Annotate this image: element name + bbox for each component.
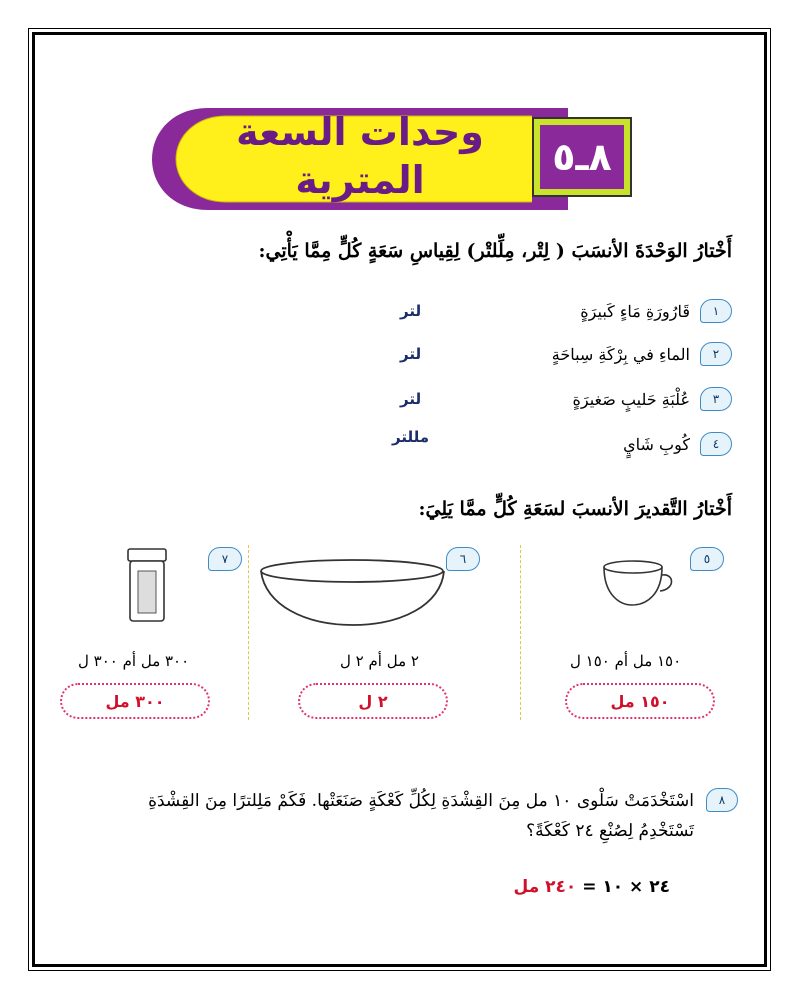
item-text: عُلْبَةِ حَليبٍ صَغيرَةٍ xyxy=(572,389,690,409)
teacup-icon xyxy=(600,555,680,610)
calc-result: ٢٤٠ مل xyxy=(513,877,577,897)
answer-4: مللتر xyxy=(392,428,429,446)
list-item xyxy=(432,297,732,325)
question-badge: ٧ xyxy=(208,547,242,571)
item-text: قَارُورَةِ مَاءٍ كَبيرَةٍ xyxy=(580,301,690,321)
lesson-number: ٨ـ٥ xyxy=(540,125,624,189)
title-line-2: المترية xyxy=(295,158,425,202)
column-divider xyxy=(248,545,249,720)
item-text: الماءِ في بِرْكَةِ سِباحَةٍ xyxy=(551,344,690,364)
question-badge: ٨ xyxy=(706,788,738,812)
estimate-choice: ٢ مل أم ٢ ل xyxy=(340,652,419,670)
answer-pill: ٣٠٠ مل xyxy=(60,683,210,719)
item-text: كُوبِ شَايٍ xyxy=(623,434,690,454)
question-badge: ١ xyxy=(700,299,732,323)
list-item xyxy=(432,430,732,458)
question-badge: ٥ xyxy=(690,547,724,571)
answer-pill: ١٥٠ مل xyxy=(565,683,715,719)
title-line-1: وحدات السعة xyxy=(236,110,484,154)
question-badge: ٤ xyxy=(700,432,732,456)
answer-1: لتر xyxy=(400,302,422,320)
estimate-choice: ٣٠٠ مل أم ٣٠٠ ل xyxy=(78,652,190,670)
question-8-text: اسْتَخْدَمَتْ سَلْوى ١٠ مل مِنَ القِشْدَةِ لِكُلِّ كَعْكَةٍ صَنَعَتْها. فَكَمْ مَلِلترًا مِنَ القِشْدَةِ تَسْتَخْدِمُ لِصُنْعِ ٢٤ كَعْكَةً؟ xyxy=(148,791,694,841)
lesson-number-box xyxy=(532,117,632,197)
calculation xyxy=(514,877,670,897)
question-badge: ٦ xyxy=(446,547,480,571)
jar-icon xyxy=(122,545,172,625)
section2-heading: أَخْتارُ التَّقديرَ الأنسبَ لسَعَةِ كُلٍّ ممَّا يَلِيَ: xyxy=(418,498,732,520)
question-badge: ٢ xyxy=(700,342,732,366)
bowl-icon xyxy=(255,555,450,630)
question-badge: ٣ xyxy=(700,387,732,411)
calc-expression: ٢٤ × ١٠ = xyxy=(582,877,670,897)
answer-pill: ٢ ل xyxy=(298,683,448,719)
list-item xyxy=(432,385,732,413)
list-item xyxy=(432,340,732,368)
column-divider xyxy=(520,545,521,720)
answer-3: لتر xyxy=(400,390,422,408)
question-8 xyxy=(98,786,738,846)
estimate-choice: ١٥٠ مل أم ١٥٠ ل xyxy=(570,652,682,670)
section1-heading: أَخْتارُ الوَحْدَةَ الأنسَبَ ( لِتْر، مِلِّلتْر) لِقِياسِ سَعَةٍ كُلٍّ مِمَّا يَأْتِي: xyxy=(258,240,732,262)
answer-2: لتر xyxy=(400,345,422,363)
